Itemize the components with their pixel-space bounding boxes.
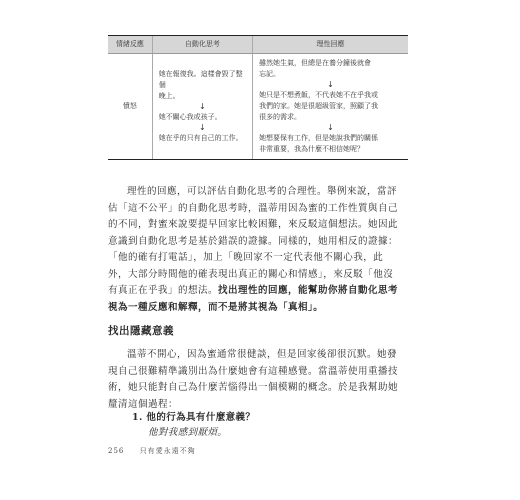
auto-line: 她不關心我或孩子。 [158, 113, 222, 121]
paragraph-text: 理性的回應，可以評估自動化思考的合理性。舉例來說，當評估「這不公平」的自動化思考時，溫蒂用因為蜜的工作性質與自己的不同，對蜜來說要提早回家比較困難，來反駁這個想法。她因此意識到自動化思考是基於錯誤的證據。同樣的，她用相反的證據：「他的確有打電話」，加上「晚回家不一定代表他不關心我，此外，大部分時間他的確表現出真正的關心和情感」，來反駁「他沒有真正在乎我」的想法。 [108, 186, 399, 296]
table-header-row [108, 36, 408, 54]
emotion-cell: 憤怒 [108, 54, 152, 160]
down-arrow-icon: ↓ [327, 123, 334, 132]
automatic-thought-cell [152, 54, 252, 160]
paragraph-rational-response [108, 184, 400, 316]
rational-line: 她想要保有工作，但是她說我們的關係 [259, 134, 379, 142]
question-answer: 他對我感到厭煩。 [148, 427, 228, 438]
page-number: 256 [108, 447, 125, 455]
auto-line: 晚上。 [158, 92, 180, 100]
auto-line: 她在乎的只有自己的工作。 [158, 134, 243, 142]
header-rational-response: 理性回應 [253, 36, 408, 54]
rational-line: 我們的家。她是很超級管家，照顧了我 [259, 102, 379, 110]
down-arrow-icon: ↓ [327, 80, 334, 89]
question-item: 1. 他的行為具有什麼意義？ [132, 412, 256, 423]
rational-line: 很多的需求。 [259, 113, 302, 121]
rational-response-cell [253, 54, 408, 160]
book-title: 只有愛永遠不夠 [139, 447, 196, 455]
rational-line: 她只是不想煮飯，不代表她不在乎我或 [259, 91, 379, 99]
rational-line: 忘記。 [259, 70, 281, 78]
down-arrow-icon: ↓ [199, 102, 206, 111]
question-list [132, 410, 392, 440]
header-automatic-thought: 自動化思考 [152, 36, 252, 54]
section-heading: 找出隱藏意義 [108, 325, 174, 337]
auto-line: 她在報復我。這樣會毀了整個 [158, 70, 243, 89]
table-row [108, 54, 408, 160]
thought-record-table [108, 35, 408, 160]
page-footer [108, 446, 196, 456]
paragraph-hidden-meaning: 溫蒂不開心，因為蜜通常很健談，但是回家後卻很沉默。她發現自己很難精準識別出為什麼她會有這種感覺。當溫蒂使用重播技術，她只能對自己為什麼苦惱得出一個模糊的概念。於是我幫助她釐清這個過程： [108, 349, 399, 410]
rational-line: 非常重要，我為什麼不相信她呢？ [259, 145, 365, 153]
header-emotion: 情緒反應 [108, 36, 152, 54]
down-arrow-icon: ↓ [199, 123, 206, 132]
emphasis-text: 找出理性的回應，能幫助你將自動化思考視為一種反應和解釋，而不是將其視為「真相」。 [108, 285, 399, 313]
rational-line: 雖然她生氣，但總是在養分鐘後就會 [259, 59, 372, 67]
